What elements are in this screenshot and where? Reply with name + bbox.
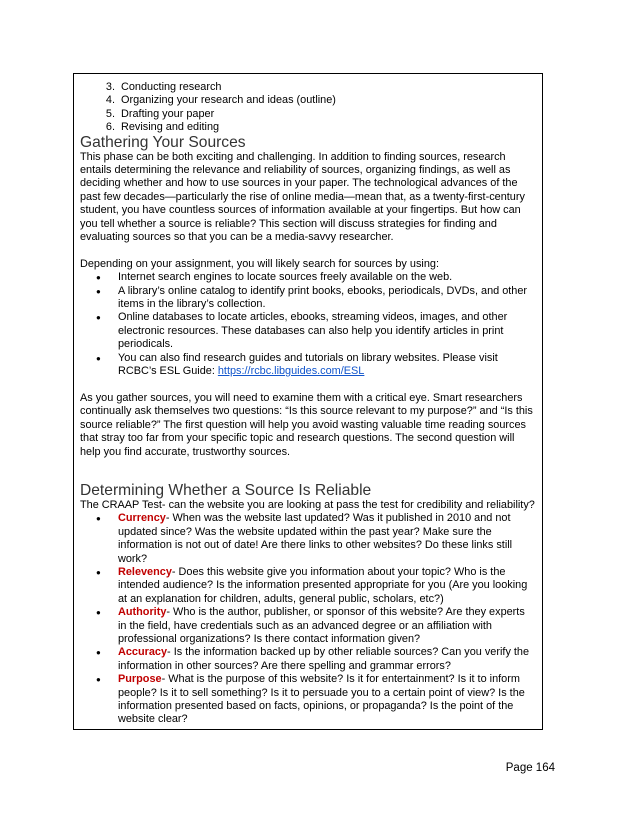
list-item: ● Internet search engines to locate sources freely available on the web. [118, 271, 536, 284]
guide-text: You can also find research guides and tutorials on library websites. Please visit RCBC’s ESL Guide: [118, 351, 498, 378]
list-item: ● Online databases to locate articles, ebooks, streaming videos, images, and other electronic resources. These databases can also help you identify articles in print periodicals. [118, 311, 536, 351]
search-intro: Depending on your assignment, you will likely search for sources by using: [80, 257, 439, 270]
list-item: 6. Revising and editing [118, 121, 536, 134]
list-item: 4. Organizing your research and ideas (outline) [118, 94, 536, 107]
list-item [118, 646, 536, 673]
list-item [118, 352, 536, 379]
search-methods-list [80, 271, 536, 378]
list-item [118, 512, 536, 566]
section-heading-gathering: Gathering Your Sources [80, 133, 246, 151]
criterion-text: - When was the website last updated? Was it published in 2010 and not updated since? Was the website updated within the past year? Make sure the information is not out of date! Are there links to other websites? Do these links still work? [118, 512, 513, 565]
gathering-paragraph: This phase can be both exciting and challenging. In addition to finding sources, research entails determining the relevance and reliability of sources, organizing findings, as well as deciding whether and how to use sources in your paper. The technological advances of the past few decades—particularly the rise of online media—mean that, as a twenty-first-century student, you have countless sources of information available at your fingertips. But how can you tell whether a source is reliable? This section will discuss strategies for finding and evaluating sources so that you can be a media-savvy researcher. [80, 150, 525, 244]
craap-criteria-list [80, 512, 536, 727]
criterion-text: - Who is the author, publisher, or sponsor of this website? Are they experts in the field, have credentials such as an advanced degree or an affiliation with professional organizations? Is there contact information given? [118, 606, 525, 645]
list-item [118, 673, 536, 727]
criterion-term: Authority [118, 606, 167, 619]
craap-intro: The CRAAP Test- can the website you are looking at pass the test for credibility and reliability? [80, 498, 535, 511]
list-item: 3. Conducting research [118, 81, 536, 94]
writing-steps-list [80, 81, 536, 135]
criterion-term: Currency [118, 512, 166, 525]
page-number: Page 164 [505, 762, 555, 774]
list-item [118, 606, 536, 646]
list-item: ● A library’s online catalog to identify print books, ebooks, periodicals, DVDs, and other items in the library’s collection. [118, 285, 536, 312]
criterion-text: - What is the purpose of this website? Is it for entertainment? Is it to inform people? Is it to sell something? Is it to persuade you to a certain point of view? Is the information presented based on facts, opinions, or propaganda? Is the point of the website clear? [118, 673, 525, 726]
criterion-text: - Does this website give you information about your topic? Who is the intended audience? Is the information presented appropriate for you (Are you looking at an explanation for children, adults, general public, scholars, etc?) [118, 565, 528, 605]
esl-guide-link[interactable]: https://rcbc.libguides.com/ESL [217, 365, 365, 378]
criterion-term: Purpose [118, 673, 162, 686]
criterion-term: Relevency [118, 565, 172, 578]
closing-paragraph: As you gather sources, you will need to examine them with a critical eye. Smart researchers continually ask themselves two questions: “Is this source relevant to my purpose?” and “Is this source reliable?” The first question will help you avoid wasting valuable time reading sources that stray too far from your specific topic and research questions. The second question will help you find accurate, trustworthy sources. [80, 391, 533, 458]
list-item [118, 566, 536, 606]
section-heading-reliable: Determining Whether a Source Is Reliable [80, 481, 372, 499]
criterion-term: Accuracy [118, 646, 168, 659]
criterion-text: - Is the information backed up by other reliable sources? Can you verify the information in other sources? Are there spelling and grammar errors? [118, 646, 530, 672]
content-frame [73, 73, 543, 730]
list-item: 5. Drafting your paper [118, 108, 536, 121]
